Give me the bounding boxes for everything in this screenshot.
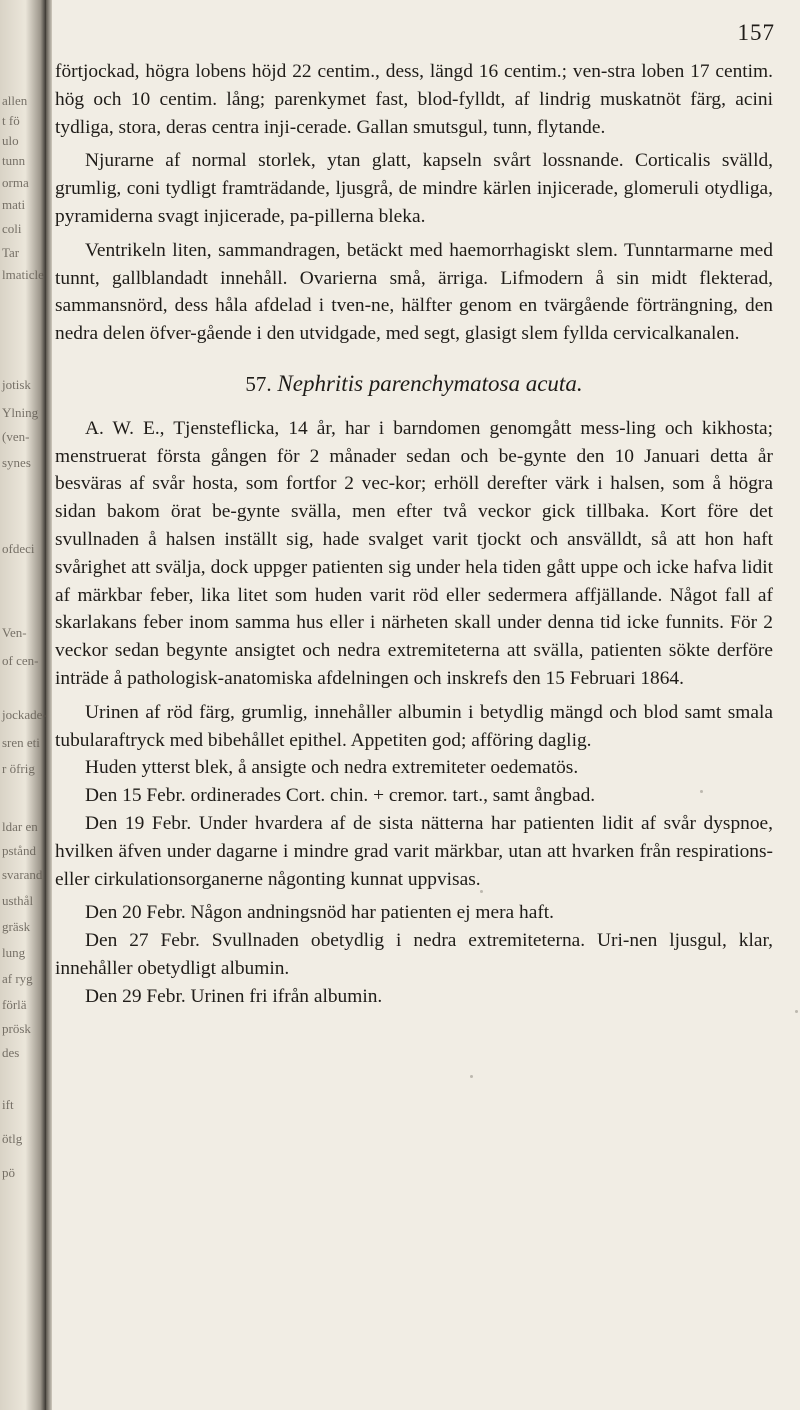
bleed-text: of cen- [2,653,39,668]
bleed-text: orma [2,175,29,190]
paper-speck [480,890,483,893]
bleed-text: ofdeci [2,541,35,556]
bleed-text: svarand [2,867,43,882]
bleed-text: lmaticle [2,267,44,282]
bleed-text: pö [2,1165,15,1180]
page-body [55,58,773,1011]
bleed-text: (ven- [2,429,30,444]
page-number: 157 [737,20,775,45]
bleed-text: ift [2,1097,14,1112]
case-paragraph: Den 15 Febr. ordinerades Cort. chin. + cremor. tart., samt ångbad. [85,785,596,807]
bleed-text: Tar [2,245,20,260]
paper-speck [470,1075,473,1078]
bleed-text: pstånd [2,843,36,858]
case-paragraph: A. W. E., Tjensteflicka, 14 år, har i barndomen genomgått mess-ling och kikhosta; menstruerat första gången för 2 månader sedan och be-gynte den 10 Januari detta år besväras af svår hosta, som fortfor 2 vec-kor; erhöll derefter värk i halsen, som å högra sidan bakom örat be-gynte svälla, men efter två veckor gick tillbaka. Kort före det svullnaden å halsen inställt sig, hade svalget varit tjockt och ansvälldt, så att hon haft svårighet att svälja, dock uppger patienten sig under hela tiden gått uppe och icke hafva lidit af märkbar feber, lika litet som huden varit röd eller sedermera affjällande. Något fall af skarlakans feber inom samma hus eller i närheten skall under denna tid icke funnits. För 2 veckor sedan begynte ansigtet och nedra extremiteterna att svälla, patienten sökte derföre inträde å pathologisk-anatomiska afdelningen och inskrefs den 15 Februari 1864. [55,417,773,689]
body-paragraph: förtjockad, högra lobens höjd 22 centim., dess, längd 16 centim.; ven-stra loben 17 centim. hög och 10 centim. lång; parenkymet fast, blod-fylldt, af lindrig muskatnöt färg, acini tydliga, stora, deras centra inji-cerade. Gallan smutsgul, tunn, flytande. [55,61,773,138]
bleed-text: mati [2,197,26,212]
facing-page-bleed [0,0,47,1180]
bleed-text: t fö [2,113,20,128]
bleed-text: af ryg [2,971,33,986]
paper-speck [795,1010,798,1013]
bleed-text: förlä [2,997,27,1012]
bleed-text: allen [2,93,28,108]
section-number: 57. [245,371,272,396]
section-title: Nephritis parenchymatosa acuta. [277,370,583,396]
bleed-text: tunn [2,153,26,168]
bleed-text: ldar en [2,819,38,834]
bleed-text: sren eti [2,735,40,750]
case-paragraph: Den 29 Febr. Urinen fri ifrån albumin. [85,985,383,1007]
case-paragraph: Den 19 Febr. Under hvardera af de sista nätterna har patienten lidit af svår dyspnoe, hvilken äfven under dagarne i mindre grad varit märkbar, utan att hvarken från respirations- eller cirkulationsorganerne någonting kunnat uppvisas. [55,812,773,890]
body-paragraph: Njurarne af normal storlek, ytan glatt, kapseln svårt lossnande. Corticalis svälld, grumlig, coni tydligt framträdande, ljusgrå, de mindre kärlen injicerade, glomeruli otydliga, pyramiderna svagt injicerade, pa-pillerna bleka. [55,150,773,227]
bleed-text: prösk [2,1021,31,1036]
section-heading [55,370,773,399]
case-paragraph: Huden ytterst blek, å ansigte och nedra extremiteter oedematös. [85,757,579,779]
bleed-text: Ven- [2,625,27,640]
bleed-text: ötlg [2,1131,23,1146]
binding-edge [46,0,52,1410]
case-paragraph: Den 27 Febr. Svullnaden obetydlig i nedra extremiteterna. Uri-nen ljusgul, klar, innehåller obetydligt albumin. [55,930,773,979]
bleed-text: coli [2,221,22,236]
case-paragraph: Urinen af röd färg, grumlig, innehåller albumin i betydlig mängd och blod samt smala tubularaftryck med bibehållet epithel. Appetiten god; afföring daglig. [55,701,773,751]
bleed-text: gräsk [2,919,31,934]
bleed-text: usthål [2,893,34,908]
case-paragraph: Den 20 Febr. Någon andningsnöd har patienten ej mera haft. [85,902,555,924]
bleed-text: lung [2,945,26,960]
bleed-text: jotisk [2,377,31,392]
bleed-text: synes [2,455,31,470]
bleed-text: Ylning [2,405,39,420]
bleed-text: ulo [2,133,19,148]
paper-speck [700,790,703,793]
bleed-text: jockade- [2,707,47,722]
body-paragraph: Ventrikeln liten, sammandragen, betäckt med haemorrhagiskt slem. Tunntarmarne med tunnt, gallblandadt innehåll. Ovarierna små, ärriga. Lifmodern å sin midt flekterad, sammansnörd, dess håla afdelad i tven-ne, hälfter genom en tvärgående förträngning, den nedra delen öfver-gående i den utvidgade, med segt, glasigt slem fyllda cervicalkanalen. [55,239,773,345]
bleed-text: r öfrig [2,761,35,776]
bleed-text: des [2,1045,20,1060]
